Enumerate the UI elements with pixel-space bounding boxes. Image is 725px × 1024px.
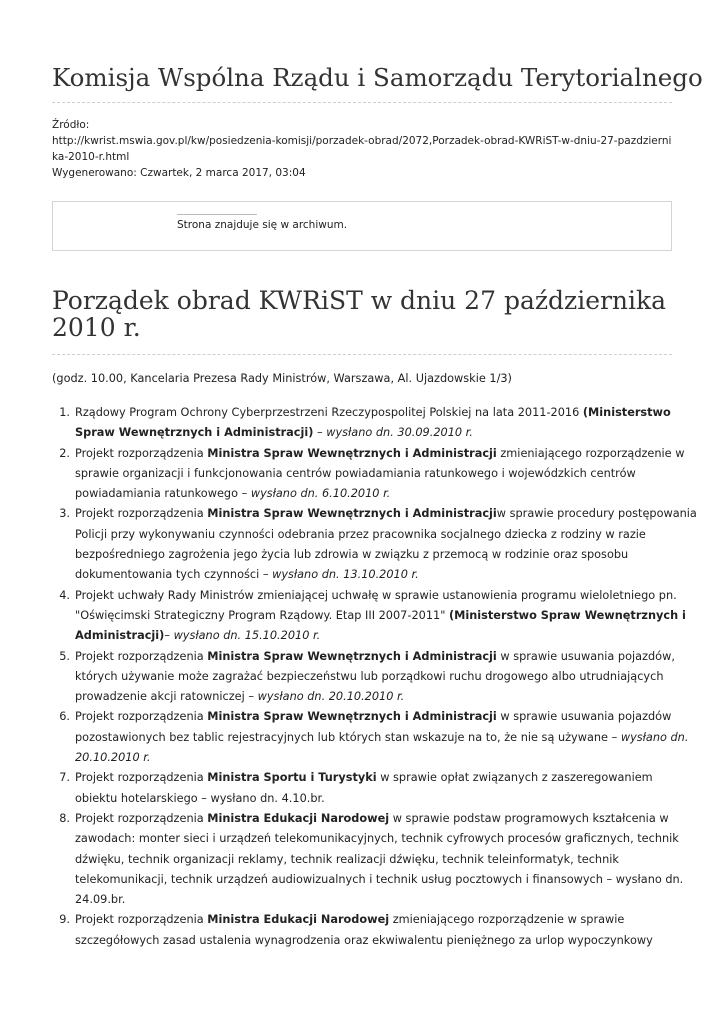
archive-notice: Strona znajduje się w archiwum. (177, 219, 348, 231)
agenda-item-authority: Ministra Spraw Wewnętrznych i Administracji (207, 710, 497, 724)
agenda-item-text: Projekt rozporządzenia (75, 913, 208, 927)
agenda-item-authority: Ministra Edukacji Narodowej (207, 811, 390, 825)
agenda-item (59, 647, 697, 708)
document-title: Porządek obrad KWRiST w dniu 27 października 2010 r. (52, 286, 667, 342)
agenda-item-sent-date: wysłano dn. 20.10.2010 r. (75, 730, 689, 765)
agenda-item-text: – (313, 426, 327, 440)
agenda-item (59, 586, 697, 647)
agenda-item (59, 910, 697, 951)
agenda-item-text: w sprawie usuwania pojazdów pozostawionych bez tablic rejestracyjnych lub których stan wskazuje na to, że nie są używane – (75, 710, 672, 744)
document-title-divider (52, 354, 672, 355)
agenda-item (59, 707, 697, 768)
agenda-item-text: w sprawie usuwania pojazdów, których używanie może zagrażać bezpieczeństwu lub porządkowi ruchu drogowego albo utrudniających prowadzenie akcji ratowniczej – (75, 649, 675, 704)
notice-divider (177, 214, 257, 215)
agenda-item-text: Projekt rozporządzenia (75, 710, 208, 724)
source-url[interactable]: http://kwrist.mswia.gov.pl/kw/posiedzenia-komisji/porzadek-obrad/2072,Porzadek-obrad-KWRiST-w-dniu-27-pazdziernika-2010-r.html (52, 135, 672, 163)
agenda-item-authority: (Ministerstwo Spraw Wewnętrznych i Administracji) (75, 406, 671, 440)
agenda-item-text: Projekt rozporządzenia (75, 446, 208, 460)
agenda-item-number: 8. (59, 811, 70, 825)
archive-notice-box (52, 201, 672, 251)
agenda-item-number: 9. (59, 913, 70, 927)
agenda-item (59, 444, 697, 505)
agenda-item-text: Rządowy Program Ochrony Cyberprzestrzeni Rzeczypospolitej Polskiej na lata 2011-2016 (75, 406, 583, 419)
source-label: Źródło: (52, 119, 90, 131)
agenda-item-text: Projekt rozporządzenia (75, 771, 208, 785)
agenda-item-authority: (Ministerstwo Spraw Wewnętrznych i Administracji) (75, 608, 686, 643)
agenda-list (52, 403, 697, 951)
agenda-item-authority: Ministra Sportu i Turystyki (207, 771, 377, 785)
agenda-item-number: 7. (59, 771, 70, 785)
agenda-item-text: – (164, 629, 174, 643)
agenda-item-number: 2. (59, 446, 70, 460)
agenda-item (59, 403, 697, 444)
meeting-details: (godz. 10.00, Kancelaria Prezesa Rady Ministrów, Warszawa, Al. Ujazdowskie 1/3) (52, 372, 512, 385)
agenda-item-number: 5. (59, 649, 70, 663)
agenda-item-authority: Ministra Spraw Wewnętrznych i Administracji (207, 649, 497, 663)
agenda-item-number: 3. (59, 507, 70, 521)
agenda-item-number: 6. (59, 710, 70, 724)
agenda-item-authority: Ministra Spraw Wewnętrznych i Administracji (207, 507, 497, 521)
agenda-item-text: zmieniającego rozporządzenie w sprawie organizacji i funkcjonowania centrów powiadamiania ratunkowego i wojewódzkich centrów powiadamiania ratunkowego – (75, 446, 685, 501)
agenda-item-number: 4. (59, 588, 70, 602)
agenda-item-sent-date: wysłano dn. 20.10.2010 r. (257, 690, 405, 704)
agenda-item-number: 1. (59, 406, 70, 419)
agenda-item-text: Projekt uchwały Rady Ministrów zmieniającej uchwałę w sprawie ustanowienia programu wieloletniego pn. "Oświęcimski Strategiczny Program Rządowy. Etap III 2007-2011" (75, 588, 677, 622)
agenda-item-sent-date: wysłano dn. 30.09.2010 r. (326, 426, 473, 440)
agenda-item-text: Projekt rozporządzenia (75, 507, 208, 521)
agenda-item-text: Projekt rozporządzenia (75, 811, 208, 825)
agenda-item-text: w sprawie procedury postępowania Policji przy wykonywaniu czynności odebrania przez pracownika socjalnego dziecka z rodziny w razie bezpośredniego zagrożenia jego życia lub zdrowia w związku z przemocą w rodzinie oraz sposobu dokumentowania tych czynności – (75, 507, 697, 582)
site-title: Komisja Wspólna Rządu i Samorządu Terytorialnego (52, 63, 703, 92)
agenda-item-authority: Ministra Spraw Wewnętrznych i Administracji (207, 446, 497, 460)
agenda-item (59, 809, 697, 910)
agenda-item-authority: Ministra Edukacji Narodowej (207, 913, 390, 927)
agenda-item-text: zmieniającego rozporządzenie w sprawie szczegółowych zasad ustalenia wynagrodzenia oraz ekwiwalentu pieniężnego za urlop wypoczynkowy (75, 913, 653, 947)
agenda-item-sent-date: wysłano dn. 13.10.2010 r. (272, 568, 419, 582)
generated-date: Wygenerowano: Czwartek, 2 marca 2017, 03:04 (52, 167, 306, 179)
agenda-item (59, 768, 697, 809)
source-meta (52, 117, 674, 181)
agenda-item-text: Projekt rozporządzenia (75, 649, 208, 663)
agenda-item (59, 504, 697, 585)
agenda-item-text: w sprawie opłat związanych z zaszeregowaniem obiektu hotelarskiego – wysłano dn. 4.10.br. (75, 771, 653, 805)
agenda-item-text: w sprawie podstaw programowych kształcenia w zawodach: monter sieci i urządzeń telekomunikacyjnych, technik cyfrowych procesów graficznych, technik dźwięku, technik organizacji reklamy, technik realizacji dźwięku, technik teleinformatyk, technik telekomunikacji, technik urządzeń audiowizualnych i technik usług pocztowych i finansowych – wysłano dn. 24.09.br. (75, 811, 684, 907)
agenda-item-sent-date: wysłano dn. 15.10.2010 r. (173, 629, 321, 643)
title-divider (52, 102, 672, 103)
agenda-item-sent-date: wysłano dn. 6.10.2010 r. (250, 487, 391, 501)
